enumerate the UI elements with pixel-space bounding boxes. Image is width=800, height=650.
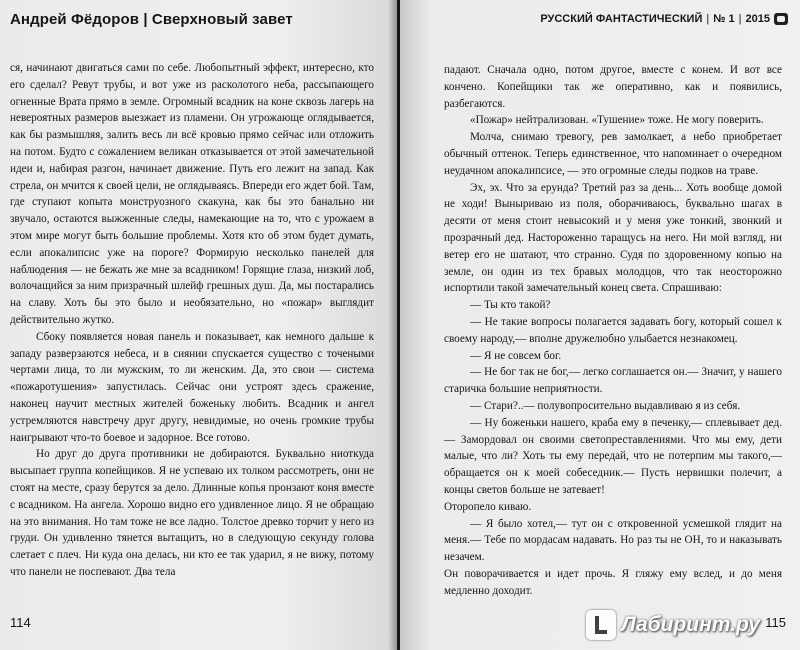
right-running-head xyxy=(540,13,788,25)
left-running-head: Андрей Фёдоров | Сверхновый завет xyxy=(10,11,293,28)
paragraph: Он поворачивается и идет прочь. Я гляжу ему вслед, и до меня медленно доходит. xyxy=(444,567,782,597)
labirint-logo-icon xyxy=(586,610,616,640)
paragraph: ся, начинают двигаться сами по себе. Любопытный эффект, интересно, кто его сделал? Ревут трубы, и вот уже из расколотого неба, рассыпающего огненные Врата прямо в земле. Огромный всадник на коне сквозь лагерь на невероятных размеров выезжает из пламени. Он угрожающе оглядывается, как бы размышляя, залить весь ли всё кровью прямо сейчас или отложить на потом. Будто с сожалением великан отказывается от этой замечательной идеи и, набирая разгон, начинает движение. Путь его лежит на запад. Как стрела, он мчится к своей цели, не оглядываясь. Впереди его ждет бой. Там, где ступают копыта монструозного скакуна, как бы это банально ни звучало, остаются выжженные следы, намекающие на то, что с урожаем в этом мире могут быть большие проблемы. Хотя кто об этом будет думать, если апокалипсис уже на пороге? Формирую несколько панелей для наблюдения — не бежать же мне за всадником! Горящие глаза, низкий лоб, волочащийся за ним призрачный шлейф грешных душ. Да, мы постарались на славу. Хоть бы это было и необязательно, но «пожар» выглядит действительно жутко. xyxy=(10,62,374,326)
paragraph: — Не такие вопросы полагается задавать богу, который сошел к своему народу,— вполне дружелюбно улыбается незнакомец. xyxy=(444,315,782,345)
page-number-right: 115 xyxy=(765,615,786,630)
paragraph: — Ну боженьки нашего, краба ему в печенку,— сплевывает дед.— Замордовал он своими светопреставлениями. Что мы ему, дети малые, что ли? Хоть ты ему передай, что не потерпим мы такого,— обращается он к моей собеседник.— Пусть нервишки полечит, а концы светов больше не затевает! xyxy=(444,416,782,496)
paragraph: Но друг до друга противники не добираются. Буквально ниоткуда высыпает группа копейщиков. Я не успеваю их толком рассмотреть, они не стоят на месте, сразу берутся за дело. Длинные копья пронзают коня вместе с всадником. На ангела. Хорошо видно его удивленное лицо. Я не обращаю на это внимания. Но там тоже не все ладно. Толстое древко торчит у него из груди. Он удивленно тянется вытащить, но в следующую секунду голова слетает с плеч. Ни куда она делась, ни кто ее так ударил, я не вижу, потому что панели не поспевают. Два тела xyxy=(10,448,374,578)
paragraph: Эх, эх. Что за ерунда? Третий раз за день... Хоть вообще домой не ходи! Выныриваю из поля, оборачиваюсь, буквально шагах в десяти от меня стоит невысокий и у меня уже тонкий, звонкий и прозрачный дед. Настороженно таращусь на него. Ни мой взгляд, ни ветер его не шатают, что странно. Судя по здоровенному копью на земле, он один из тех бравых молодцов, что так неосторожно испортили такой замечательный конец света. Спрашиваю: xyxy=(444,181,782,295)
paragraph: — Ты кто такой? xyxy=(470,299,551,312)
watermark-text: Лабиринт.ру xyxy=(621,613,760,636)
issue-year: 2015 xyxy=(745,13,770,25)
paragraph: Молча, снимаю тревогу, рев замолкает, а небо приобретает обычный оттенок. Теперь единственное, что напоминает о очередном неудачном апокалипсисе, — это огромные следы подков на траве. xyxy=(444,131,782,177)
right-page-text xyxy=(444,62,782,600)
paragraph: — Не бог так не бог,— легко соглашается он.— Значит, у нашего старичка большие неприятности. xyxy=(444,366,782,396)
paragraph: — Стари?..— полувопросительно выдавливаю я из себя. xyxy=(470,399,741,412)
separator: | xyxy=(706,13,710,25)
paragraph: — Я было хотел,— тут он с откровенной усмешкой глядит на меня.— Тебе по мордасам надавать. Но раз ты не ОН, то и наказывать незачем. xyxy=(444,517,782,564)
magazine-logo-icon xyxy=(774,13,788,25)
paragraph: Оторопело киваю. xyxy=(444,500,532,513)
left-page xyxy=(0,0,397,650)
paragraph: Сбоку появляется новая панель и показывает, как немного дальше к западу разверзаются небеса, и в сиянии спускается существо с точеными чертами лица, то ли мужским, то ли женским. Да, это свои — система «пожаротушения» запустилась. Сейчас они устроят здесь сражение, наконец научит местных жителей боженьку любить. Всадник и ангел устремляются навстречу друг другу, невидимые, но очень громкие трубы наигрывают что-то боевое и задорное. Все готово. xyxy=(10,330,374,444)
paragraph: — Я не совсем бог. xyxy=(470,349,562,362)
separator: | xyxy=(738,13,742,25)
left-page-text xyxy=(10,60,374,581)
paragraph: падают. Сначала одно, потом другое, вместе с конем. И вот все кончено. Копейщики так же оперативно, как и появились, разбегаются. xyxy=(444,64,782,110)
page-number-left: 114 xyxy=(10,615,31,630)
issue-number: № 1 xyxy=(713,13,735,25)
paragraph: «Пожар» нейтрализован. «Тушение» тоже. Не могу поверить. xyxy=(470,114,764,127)
watermark xyxy=(586,610,760,640)
right-page xyxy=(400,0,800,650)
magazine-title: РУССКИЙ ФАНТАСТИЧЕСКИЙ xyxy=(540,13,703,25)
